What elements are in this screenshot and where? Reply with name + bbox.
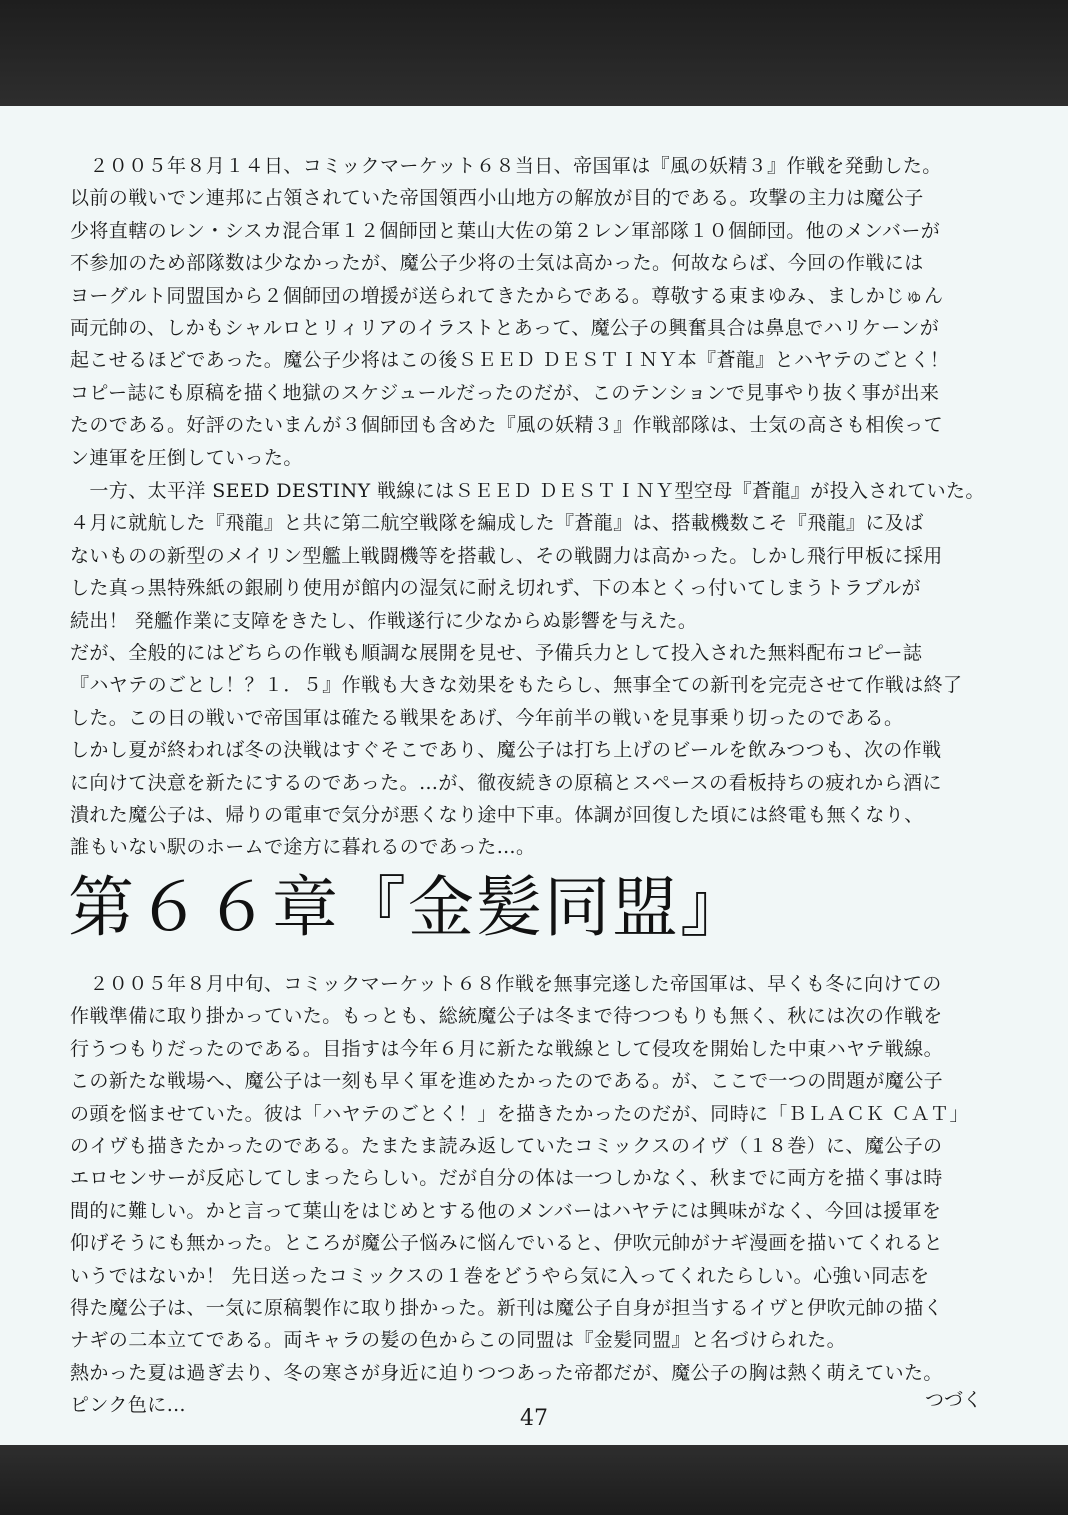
- text-line: ないものの新型のメイリン型艦上戦闘機等を搭載し、その戦闘力は高かった。しかし飛行甲板に採用: [70, 544, 943, 567]
- text-line: の頭を悩ませていた。彼は「ハヤテのごとく！」を描きたかったのだが、同時に「ＢＬＡＣＫ ＣＡＴ」: [70, 1102, 969, 1125]
- text-line: 続出！ 発艦作業に支障をきたし、作戦遂行に少なからぬ影響を与えた。: [70, 609, 698, 632]
- text-line: 熱かった夏は過ぎ去り、冬の寒さが身近に迫りつつあった帝都だが、魔公子の胸は熱く萌えていた。: [70, 1361, 943, 1384]
- text-line: 作戦準備に取り掛かっていた。もっとも、総統魔公子は冬まで待つつもりも無く、秋には次の作戦を: [70, 1005, 943, 1028]
- paragraph-3: [70, 968, 1015, 1422]
- text-line: いうではないか！ 先日送ったコミックスの１巻をどうやら気に入ってくれたらしい。心強い同志を: [70, 1264, 930, 1287]
- text-line: 不参加のため部隊数は少なかったが、魔公子少将の士気は高かった。何故ならば、今回の作戦には: [70, 252, 924, 275]
- text-line: ナギの二本立てである。両キャラの髪の色からこの同盟は『金髪同盟』と名づけられた。: [70, 1329, 847, 1352]
- text-line: エロセンサーが反応してしまったらしい。だが自分の体は一つしかなく、秋までに両方を描く事は時: [70, 1167, 943, 1190]
- scanner-top-border: [0, 0, 1068, 108]
- text-line: 起こせるほどであった。魔公子少将はこの後ＳＥＥＤ ＤＥＳＴＩＮＹ本『蒼龍』とハヤテのごとく！: [70, 349, 950, 372]
- chapter-title: 第６６章『金髪同盟』: [68, 869, 748, 946]
- text-line: コピー誌にも原稿を描く地獄のスケジュールだったのだが、このテンションで見事やり抜く事が出来: [70, 381, 940, 404]
- text-line: 仰げそうにも無かった。ところが魔公子悩みに悩んでいると、伊吹元帥がナギ漫画を描いてくれると: [70, 1232, 944, 1255]
- continued-label: つづく: [924, 1389, 982, 1411]
- text-line: した真っ黒特殊紙の銀刷り使用が館内の湿気に耐え切れず、下の本とくっ付いてしまうトラブルが: [70, 577, 921, 600]
- text-line: だが、全般的にはどちらの作戦も順調な展開を見せ、予備兵力として投入された無料配布コピー誌: [70, 642, 923, 665]
- text-line: 『ハヤテのごとし！？１．５』作戦も大きな効果をもたらし、無事全ての新刊を完売させて作戦は終了: [70, 674, 963, 697]
- text-line: 行うつもりだったのである。目指すは今年６月に新たな戦線として侵攻を開始した中東ハヤテ戦線。: [70, 1037, 944, 1060]
- page-number: 47: [520, 1406, 548, 1431]
- text-line: しかし夏が終われば冬の決戦はすぐそこであり、魔公子は打ち上げのビールを飲みつつも、次の作戦: [70, 739, 942, 762]
- text-line: ヨーグルト同盟国から２個師団の増援が送られてきたからである。尊敬する東まゆみ、ましかじゅん: [70, 284, 944, 307]
- text-line: 誰もいない駅のホームで途方に暮れるのであった…。: [70, 836, 536, 859]
- text-line: 両元帥の、しかもシャルロとリィリアのイラストとあって、魔公子の興奮具合は鼻息でハリケーンが: [70, 317, 940, 340]
- text-line: 得た魔公子は、一気に原稿製作に取り掛かった。新刊は魔公子自身が担当するイヴと伊吹元帥の描く: [70, 1297, 944, 1320]
- text-line: に向けて決意を新たにするのであった。…が、徹夜続きの原稿とスペースの看板持ちの疲れから酒に: [70, 771, 942, 794]
- paragraph-2: [70, 475, 1015, 864]
- text-line: たのである。好評のたいまんが３個師団も含めた『風の妖精３』作戦部隊は、士気の高さも相俟って: [70, 414, 944, 437]
- text-line: 間的に難しい。かと言って葉山をはじめとする他のメンバーはハヤテには興味がなく、今回は援軍を: [70, 1199, 942, 1222]
- text-line: ピンク色に…: [70, 1394, 187, 1417]
- paragraph-1: [70, 150, 1015, 474]
- scanner-bottom-border: [0, 1445, 1068, 1515]
- text-line: 少将直轄のレン・シスカ混合軍１２個師団と葉山大佐の第２レン軍部隊１０個師団。他のメンバーが: [70, 219, 941, 242]
- text-line: のイヴも描きたかったのである。たまたま読み返していたコミックスのイヴ（１８巻）に、魔公子の: [70, 1135, 943, 1158]
- text-line: した。この日の戦いで帝国軍は確たる戦果をあげ、今年前半の戦いを見事乗り切ったのである。: [70, 706, 904, 729]
- text-line: 潰れた魔公子は、帰りの電車で気分が悪くなり途中下車。体調が回復した頃には終電も無くなり、: [70, 804, 924, 827]
- text-line: ２００５年８月１４日、コミックマーケット６８当日、帝国軍は『風の妖精３』作戦を発動した。: [70, 155, 942, 177]
- text-line: この新たな戦場へ、魔公子は一刻も早く軍を進めたかったのである。が、ここで一つの問題が魔公子: [70, 1070, 944, 1093]
- text-line: ン連軍を圧倒していった。: [70, 446, 303, 469]
- text-line: ４月に就航した『飛龍』と共に第二航空戦隊を編成した『蒼龍』は、搭載機数こそ『飛龍』に及ば: [70, 512, 924, 535]
- text-line: ２００５年８月中旬、コミックマーケット６８作戦を無事完遂した帝国軍は、早くも冬に向けての: [70, 973, 942, 995]
- text-line: 以前の戦いでン連邦に占領されていた帝国領西小山地方の解放が目的である。攻撃の主力は魔公子: [70, 187, 924, 210]
- text-line: 一方、太平洋 SEED DESTINY 戦線にはＳＥＥＤ ＤＥＳＴＩＮＹ型空母『蒼龍』が投入されていた。: [70, 480, 985, 502]
